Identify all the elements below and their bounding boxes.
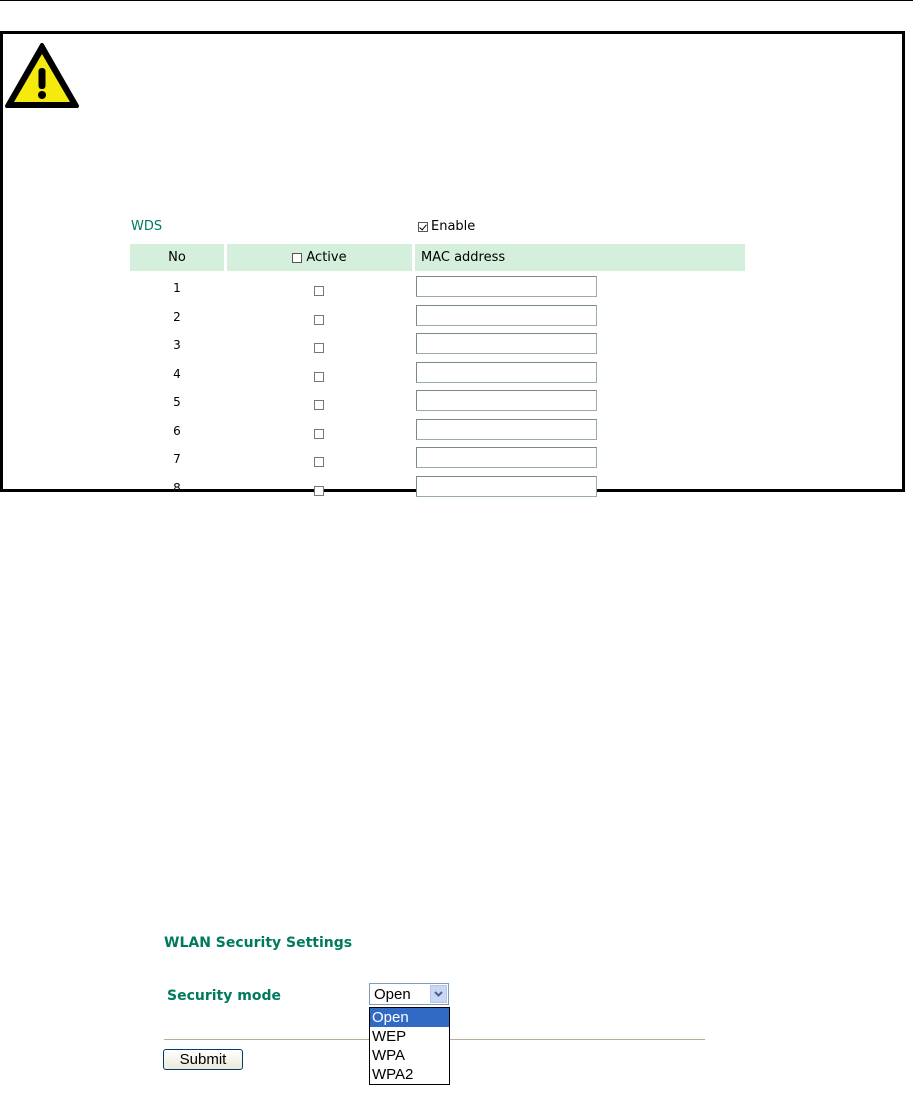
mac-address-input[interactable] — [416, 305, 597, 326]
wlan-security-panel — [158, 927, 705, 1091]
column-header-active — [227, 244, 412, 271]
row-active-checkbox[interactable] — [314, 429, 324, 439]
dropdown-option-open[interactable]: Open — [370, 1008, 449, 1027]
security-mode-label: Security mode — [167, 988, 281, 1004]
column-header-no: No — [130, 244, 224, 271]
table-row — [130, 359, 745, 388]
row-active-checkbox[interactable] — [314, 457, 324, 467]
wds-table-header — [130, 244, 745, 271]
security-title: WLAN Security Settings — [164, 935, 353, 951]
table-row — [130, 330, 745, 359]
wds-title: WDS — [131, 219, 163, 234]
mac-address-input[interactable] — [416, 447, 597, 468]
mac-address-input[interactable] — [416, 276, 597, 297]
wds-enable-checkbox[interactable] — [418, 222, 428, 232]
row-number: 3 — [173, 338, 181, 352]
mac-address-input[interactable] — [416, 419, 597, 440]
row-number: 1 — [173, 281, 181, 295]
wds-table-body — [130, 273, 745, 501]
mac-address-input[interactable] — [416, 333, 597, 354]
row-number: 8 — [173, 480, 181, 495]
row-active[interactable] — [314, 312, 324, 330]
row-active-checkbox[interactable] — [314, 343, 324, 353]
row-active[interactable] — [314, 283, 324, 301]
row-number: 7 — [173, 452, 181, 466]
row-active[interactable] — [314, 454, 324, 472]
row-number: 5 — [173, 395, 181, 409]
mac-address-input[interactable] — [416, 362, 597, 383]
mac-address-input[interactable] — [416, 476, 597, 497]
column-header-active-label: Active — [306, 250, 347, 265]
submit-button[interactable]: Submit — [163, 1049, 243, 1070]
table-row — [130, 473, 745, 502]
row-number: 6 — [173, 423, 181, 438]
row-number: 4 — [173, 366, 181, 381]
table-row — [130, 387, 745, 416]
row-active[interactable] — [314, 397, 324, 415]
row-active[interactable] — [314, 483, 324, 501]
dropdown-option-wep[interactable]: WEP — [372, 1028, 407, 1045]
row-active-checkbox[interactable] — [314, 286, 324, 296]
row-number: 2 — [173, 309, 181, 324]
security-mode-dropdown — [369, 1007, 450, 1085]
row-active-checkbox[interactable] — [314, 486, 324, 496]
chevron-down-icon[interactable] — [430, 985, 447, 1003]
table-row — [130, 416, 745, 445]
column-header-mac: MAC address — [415, 244, 745, 271]
wds-enable[interactable] — [418, 219, 475, 234]
warning-box — [0, 31, 905, 495]
wds-enable-label: Enable — [431, 219, 476, 234]
active-all-checkbox[interactable] — [292, 253, 302, 263]
table-row — [130, 302, 745, 331]
security-mode-value: Open — [374, 986, 411, 1003]
row-active-checkbox[interactable] — [314, 400, 324, 410]
row-active-checkbox[interactable] — [314, 315, 324, 325]
table-row — [130, 444, 745, 473]
page-top-rule — [0, 0, 913, 1]
row-active[interactable] — [314, 340, 324, 358]
row-active[interactable] — [314, 426, 324, 444]
wds-panel — [124, 215, 745, 504]
warning-triangle-icon — [4, 42, 80, 110]
row-active-checkbox[interactable] — [314, 372, 324, 382]
mac-address-input[interactable] — [416, 390, 597, 411]
row-active[interactable] — [314, 369, 324, 387]
table-row — [130, 273, 745, 302]
security-mode-select[interactable] — [369, 983, 449, 1005]
dropdown-option-wpa[interactable]: WPA — [372, 1047, 406, 1064]
dropdown-option-wpa2[interactable]: WPA2 — [372, 1066, 414, 1083]
